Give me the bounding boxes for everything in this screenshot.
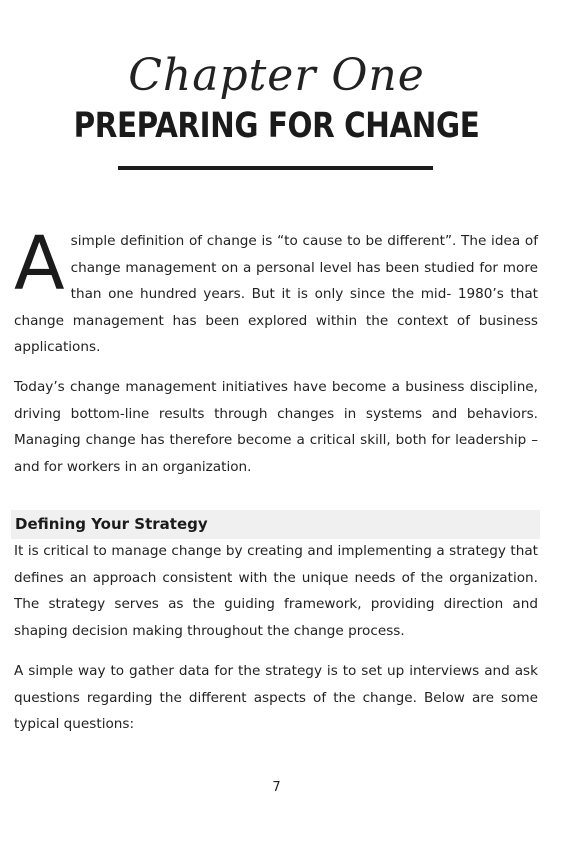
intro-paragraph — [14, 221, 538, 361]
section-paragraph-1: It is critical to manage change by creating and implementing a strategy that defines an approach consistent with the unique needs of the organization. The strategy serves as the guiding framework, providing direction and shaping decision making throughout the change process. — [14, 543, 538, 639]
intro-paragraph-text: simple definition of change is “to cause to be different”. The idea of change management on a personal level has been studied for more than one hundred years. But it is only since the mid- 1980’s that change management has been explored within the context of business applications. — [14, 233, 538, 355]
chapter-title: PREPARING FOR CHANGE — [73, 106, 480, 146]
section-paragraph-2: A simple way to gather data for the strategy is to set up interviews and ask questions regarding the different aspects of the change. Below are some typical questions: — [14, 663, 538, 732]
chapter-label: Chapter One — [128, 50, 425, 101]
section-heading: Defining Your Strategy — [15, 515, 208, 533]
page-number: 7 — [272, 780, 281, 795]
title-divider — [118, 166, 433, 170]
drop-cap: A — [14, 221, 65, 307]
second-paragraph: Today’s change management initiatives have become a business discipline, driving bottom-line results through changes in systems and behaviors. Managing change has therefore become a critical skill, both for leadership – and for workers in an organization. — [14, 379, 538, 475]
